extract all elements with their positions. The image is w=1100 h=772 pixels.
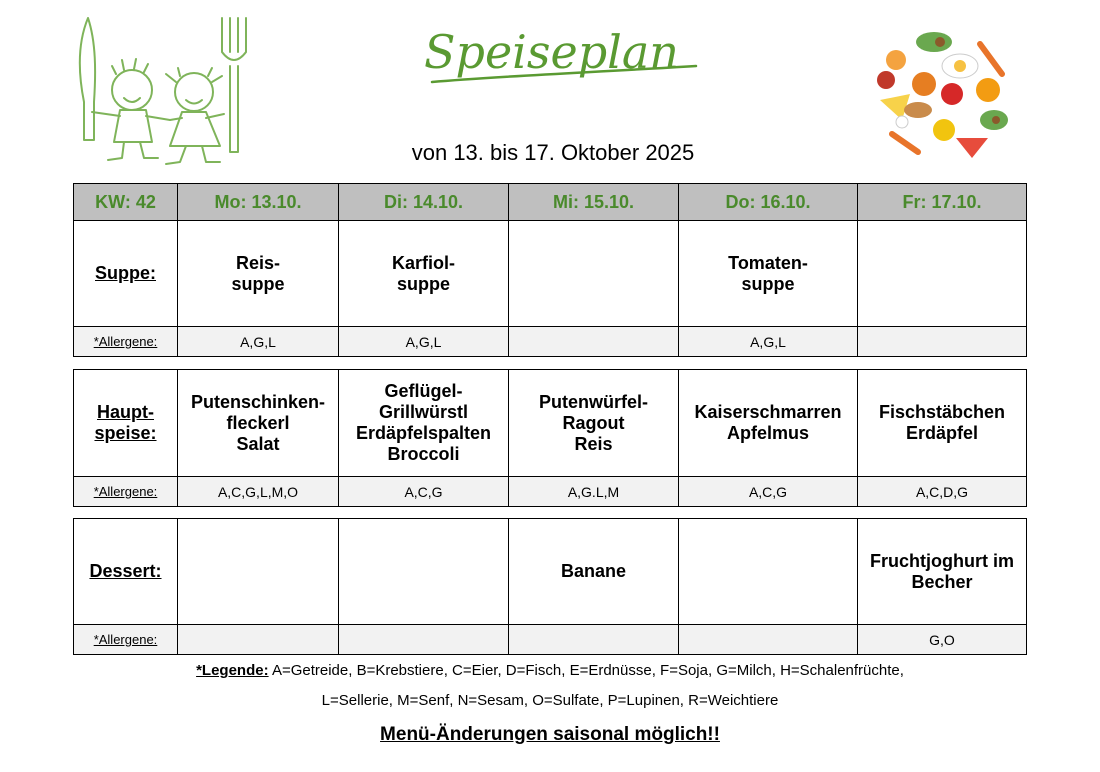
legend-line-2 (0, 692, 1100, 709)
hauptspeise-allergen-do: A,C,G (679, 477, 858, 507)
legend-text-1: A=Getreide, B=Krebstiere, C=Eier, D=Fisch, E=Erdnüsse, F=Soja, G=Milch, H=Schalenfrüchte, (271, 662, 904, 679)
menu-table-dessert (73, 518, 1027, 655)
dessert-do (679, 519, 858, 625)
day-header-mo: Mo: 13.10. (178, 184, 339, 221)
dessert-label: Dessert: (74, 519, 178, 625)
hauptspeise-label: Haupt- speise: (74, 370, 178, 477)
hauptspeise-allergen-mo: A,C,G,L,M,O (178, 477, 339, 507)
hauptspeise-mi: Putenwürfel- Ragout Reis (509, 370, 679, 477)
food-collage-illustration (872, 26, 1022, 166)
allergen-label: *Allergene: (74, 625, 178, 655)
suppe-label: Suppe: (74, 221, 178, 327)
dessert-allergen-row (74, 625, 1027, 655)
hauptspeise-allergen-di: A,C,G (339, 477, 509, 507)
dessert-allergen-mi (509, 625, 679, 655)
dessert-mo (178, 519, 339, 625)
suppe-mo: Reis- suppe (178, 221, 339, 327)
legend-text-2: L=Sellerie, M=Senf, N=Sesam, O=Sulfate, P=Lupinen, R=Weichtiere (321, 692, 779, 709)
suppe-row (74, 221, 1027, 327)
dessert-allergen-mo (178, 625, 339, 655)
suppe-allergen-mo: A,G,L (178, 327, 339, 357)
allergen-label: *Allergene: (74, 477, 178, 507)
hauptspeise-row (74, 370, 1027, 477)
speiseplan-title (420, 16, 700, 106)
suppe-mi (509, 221, 679, 327)
hauptspeise-di: Geflügel- Grillwürstl Erdäpfelspalten Broccoli (339, 370, 509, 477)
hauptspeise-do: Kaiserschmarren Apfelmus (679, 370, 858, 477)
suppe-fr (858, 221, 1027, 327)
menu-change-notice: Menü-Änderungen saisonal möglich!! (380, 724, 720, 745)
hauptspeise-allergen-mi: A,G.L,M (509, 477, 679, 507)
calendar-week: KW: 42 (74, 184, 178, 221)
dessert-mi: Banane (509, 519, 679, 625)
suppe-allergen-mi (509, 327, 679, 357)
suppe-allergen-fr (858, 327, 1027, 357)
svg-text:Speiseplan: Speiseplan (424, 25, 679, 79)
suppe-allergen-di: A,G,L (339, 327, 509, 357)
day-header-di: Di: 14.10. (339, 184, 509, 221)
day-header-do: Do: 16.10. (679, 184, 858, 221)
day-header-mi: Mi: 15.10. (509, 184, 679, 221)
suppe-do: Tomaten- suppe (679, 221, 858, 327)
dessert-row (74, 519, 1027, 625)
dessert-allergen-di (339, 625, 509, 655)
allergen-label: *Allergene: (74, 327, 178, 357)
legend-title: *Legende: (196, 662, 269, 679)
menu-table-hauptspeise (73, 369, 1027, 507)
day-header-fr: Fr: 17.10. (858, 184, 1027, 221)
suppe-allergen-row (74, 327, 1027, 357)
dessert-di (339, 519, 509, 625)
legend-line-1 (0, 662, 1100, 679)
menu-table-suppe (73, 183, 1027, 357)
dessert-allergen-do (679, 625, 858, 655)
date-range: von 13. bis 17. Oktober 2025 (411, 140, 695, 165)
hauptspeise-fr: Fischstäbchen Erdäpfel (858, 370, 1027, 477)
hauptspeise-mo: Putenschinken- fleckerl Salat (178, 370, 339, 477)
suppe-allergen-do: A,G,L (679, 327, 858, 357)
table-header-row (74, 184, 1027, 221)
hauptspeise-allergen-fr: A,C,D,G (858, 477, 1027, 507)
dessert-fr: Fruchtjoghurt im Becher (858, 519, 1027, 625)
hauptspeise-allergen-row (74, 477, 1027, 507)
suppe-di: Karfiol- suppe (339, 221, 509, 327)
dessert-allergen-fr: G,O (858, 625, 1027, 655)
